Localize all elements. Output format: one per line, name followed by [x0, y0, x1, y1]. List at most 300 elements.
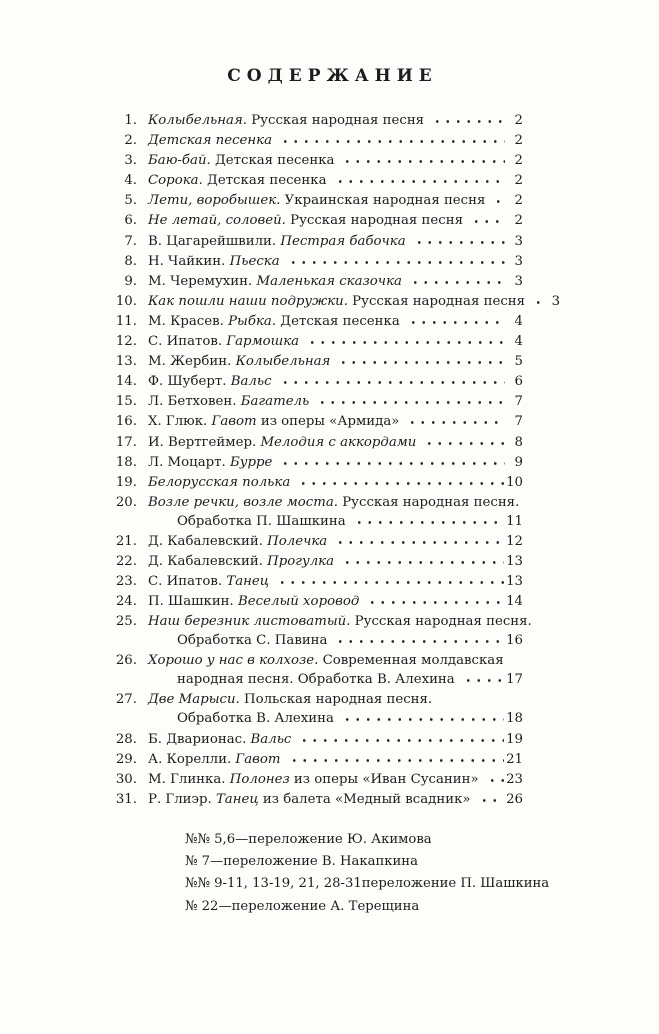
- entry-text-italic: Хорошо у нас в колхозе.: [148, 653, 319, 669]
- entry-text-regular: из оперы «Армида»: [256, 414, 400, 430]
- dot-leader: [304, 332, 505, 351]
- entry-text: [148, 750, 281, 769]
- page-number: 3: [514, 273, 523, 289]
- dot-leader: [335, 352, 505, 371]
- entry-lines: [148, 493, 523, 531]
- entry-title-line: [148, 372, 523, 391]
- entry-lines: [148, 292, 561, 311]
- page-number: 9: [514, 454, 523, 470]
- entry-text-regular: Х. Глюк.: [148, 414, 212, 430]
- entry-text-regular: Ф. Шуберт.: [148, 374, 231, 390]
- entry-lines: [148, 750, 523, 769]
- entry-text-regular: С. Ипатов.: [148, 574, 227, 590]
- entry-text-regular: Украинская народная песня: [280, 193, 486, 209]
- entry-number: 11.: [115, 313, 137, 329]
- entry-lines: [148, 191, 523, 210]
- entry-text-italic: Гавот: [235, 751, 281, 767]
- entry-number: 30.: [115, 771, 137, 787]
- page-number: 13: [506, 574, 523, 590]
- entry-text: [148, 612, 532, 631]
- page-number: 3: [514, 233, 523, 249]
- entry-title-line: [148, 770, 523, 789]
- toc-entry: [106, 352, 523, 371]
- entry-number: 19.: [115, 474, 137, 490]
- entry-text-italic: Две Марыси.: [148, 692, 240, 708]
- page-number: 19: [506, 731, 523, 747]
- entry-title-line: [148, 532, 523, 551]
- toc-entry: [106, 252, 523, 271]
- entry-number: 29.: [115, 751, 137, 767]
- entry-text-regular: Б. Дварионас.: [148, 731, 251, 747]
- dot-leader: [274, 572, 504, 591]
- entry-text-italic: Гармошка: [226, 334, 300, 350]
- entry-text: [148, 312, 400, 331]
- entry-lines: [148, 131, 523, 150]
- toc-entry: [106, 151, 523, 170]
- dot-leader: [404, 412, 505, 431]
- entry-title-line: [148, 473, 523, 492]
- arranger-footnotes: [185, 829, 549, 918]
- entry-title-line: [148, 131, 523, 150]
- entry-text: [148, 111, 424, 130]
- entry-text: [148, 332, 299, 351]
- dot-leader: [407, 272, 505, 291]
- entry-lines: [148, 790, 523, 809]
- entry-number: 5.: [124, 193, 137, 209]
- entry-text-regular: Обработка С. Павина: [177, 633, 328, 649]
- toc-entry: [106, 651, 523, 689]
- entry-number: 6.: [124, 213, 137, 229]
- entry-title-line: [148, 191, 523, 210]
- entry-text-italic: Вальс: [230, 374, 272, 390]
- page-number: 3: [551, 293, 561, 309]
- entry-lines: [148, 151, 523, 170]
- toc-entry: [106, 232, 523, 251]
- entry-title-line: [148, 292, 561, 311]
- footnote-line: № 22—переложение А. Терещина: [185, 898, 420, 914]
- entry-text-italic: Наш березник листоватый.: [148, 614, 351, 630]
- entry-number: 24.: [115, 594, 137, 610]
- entry-text-regular: Р. Глиэр.: [148, 791, 216, 807]
- entry-text-regular: Русская народная песня.: [338, 494, 520, 510]
- entry-text-regular: С. Ипатов.: [148, 334, 227, 350]
- entry-text-regular: М. Красев.: [148, 313, 229, 329]
- page-number: 26: [506, 791, 523, 807]
- entry-continuation-line: [148, 670, 523, 689]
- toc-entry: [106, 572, 523, 591]
- entry-text-regular: Л. Бетховен.: [148, 394, 241, 410]
- entry-text: [148, 292, 525, 311]
- entry-number: 31.: [115, 791, 137, 807]
- dot-leader: [339, 552, 504, 571]
- toc-entry: [106, 612, 532, 650]
- toc-entry: [106, 790, 523, 809]
- entry-text: [148, 572, 269, 591]
- entry-text-regular: М. Жербин.: [148, 354, 236, 370]
- entry-text-regular: народная песня. Обработка В. Алехина: [177, 672, 455, 688]
- entry-text-regular: А. Корелли.: [148, 751, 236, 767]
- entry-text-regular: М. Черемухин.: [148, 273, 257, 289]
- entry-text-regular: Обработка П. Шашкина: [177, 513, 346, 529]
- entry-number: 18.: [115, 454, 137, 470]
- entry-lines: [148, 730, 523, 749]
- toc-list: [106, 111, 561, 810]
- page-number: 4: [514, 334, 523, 350]
- toc-entry: [106, 592, 523, 611]
- entry-text-regular: Русская народная песня: [247, 113, 425, 128]
- dot-leader: [484, 770, 504, 789]
- entry-lines: [148, 532, 523, 551]
- entry-text: [148, 392, 309, 411]
- entry-text-italic: Белорусская полька: [148, 474, 291, 490]
- toc-entry: [106, 171, 523, 190]
- page-number: 2: [514, 193, 523, 209]
- entry-text-italic: Веселый хоровод: [238, 594, 360, 610]
- entry-title-line: [148, 592, 523, 611]
- entry-text-regular: Обработка В. Алехина: [177, 711, 334, 727]
- entry-text-italic: Прогулка: [267, 553, 335, 569]
- entry-lines: [148, 312, 523, 331]
- toc-entry: [106, 111, 523, 130]
- page-number: 23: [506, 771, 523, 787]
- page-number: 5: [514, 354, 523, 370]
- entry-text: [148, 171, 327, 190]
- page-number: 2: [514, 113, 523, 128]
- entry-text: [148, 433, 416, 452]
- entry-title-line: [148, 352, 523, 371]
- entry-text-italic: Колыбельная.: [148, 113, 247, 128]
- entry-text-italic: Возле речки, возле моста.: [148, 494, 338, 510]
- entry-title-line: [148, 111, 523, 130]
- toc-entry: [106, 690, 523, 728]
- dot-leader: [490, 191, 505, 210]
- toc-entry: [106, 473, 523, 492]
- toc-entry: [106, 552, 523, 571]
- entry-number: 2.: [124, 133, 137, 149]
- entry-text: [148, 352, 330, 371]
- toc-entry: [106, 211, 523, 230]
- entry-text-regular: Д. Кабалевский.: [148, 533, 268, 549]
- entry-lines: [148, 412, 523, 431]
- entry-text-italic: Сорока.: [148, 173, 203, 189]
- page-number: 7: [514, 414, 523, 430]
- dot-leader: [411, 232, 505, 251]
- dot-leader: [332, 171, 505, 190]
- entry-number: 9.: [124, 273, 137, 289]
- entry-number: 4.: [124, 173, 137, 189]
- entry-lines: [148, 690, 523, 728]
- entry-lines: [148, 552, 523, 571]
- dot-leader: [405, 312, 505, 331]
- entry-text-regular: Русская народная песня: [347, 293, 526, 309]
- dot-leader: [277, 372, 505, 391]
- entry-text-regular: Н. Чайкин.: [148, 253, 230, 269]
- toc-entry: [106, 191, 523, 210]
- page-number: 8: [514, 434, 523, 450]
- entry-lines: [148, 453, 523, 472]
- entry-title-line: [148, 453, 523, 472]
- entry-number: 22.: [115, 553, 137, 569]
- entry-text-italic: Как пошли наши подружки.: [148, 293, 348, 309]
- entry-continuation-line: [148, 512, 523, 531]
- dot-leader: [295, 473, 504, 492]
- entry-number: 25.: [115, 614, 137, 630]
- dot-leader: [285, 252, 505, 271]
- entry-text-italic: Пестрая бабочка: [280, 233, 406, 249]
- page-number: 2: [514, 173, 523, 189]
- entry-text-regular: из оперы «Иван Сусанин»: [289, 771, 479, 787]
- entry-text: [148, 770, 479, 789]
- entry-text-regular: Л. Моцарт.: [148, 454, 230, 470]
- entry-text-italic: Детская песенка: [148, 133, 273, 149]
- toc-entry: [106, 392, 523, 411]
- entry-number: 13.: [115, 354, 137, 370]
- entry-text: [148, 191, 485, 210]
- footnote-line: №№ 5,6—переложение Ю. Акимова: [185, 832, 432, 847]
- entry-text-regular: П. Шашкин.: [148, 594, 239, 610]
- entry-continuation-line: [148, 709, 523, 728]
- page-number: 13: [506, 553, 523, 569]
- page-number: 2: [514, 213, 523, 229]
- entry-lines: [148, 211, 523, 230]
- entry-title-line: [148, 312, 523, 331]
- page-number: 16: [506, 633, 523, 649]
- entry-number: 26.: [115, 653, 137, 669]
- entry-text: [177, 670, 455, 689]
- page-number: 2: [514, 153, 523, 169]
- dot-leader: [314, 392, 505, 411]
- entry-title-line: [148, 730, 523, 749]
- page-number: 17: [506, 672, 523, 688]
- entry-title-line: [148, 392, 523, 411]
- entry-text-italic: Вальс: [250, 731, 292, 747]
- entry-text-italic: Не летай, соловей.: [148, 213, 286, 229]
- entry-title-line: [148, 272, 523, 291]
- page-number: 6: [514, 374, 523, 390]
- page-number: 21: [506, 751, 523, 767]
- entry-number: 21.: [115, 533, 137, 549]
- entry-text: [148, 730, 291, 749]
- entry-title-line: [148, 252, 523, 271]
- page-number: 18: [506, 711, 523, 727]
- entry-text: [148, 412, 399, 431]
- entry-text: [148, 690, 432, 709]
- entry-number: 1.: [124, 113, 137, 128]
- entry-text-regular: И. Вертгеймер.: [148, 434, 261, 450]
- entry-text: [148, 151, 334, 170]
- entry-text-regular: Современная молдавская: [318, 653, 504, 669]
- dot-leader: [277, 453, 505, 472]
- entry-text: [177, 709, 334, 728]
- footnote-line: № 7—переложение В. Накапкина: [185, 854, 418, 870]
- toc-entry: [106, 433, 523, 452]
- entry-text: [148, 232, 406, 251]
- entry-title-line: [148, 690, 523, 709]
- entry-title-line: [148, 651, 523, 670]
- entry-text-regular: Детская песенка: [276, 313, 400, 329]
- toc-entry: [106, 453, 523, 472]
- entry-number: 23.: [115, 574, 137, 590]
- dot-leader: [339, 151, 505, 170]
- entry-text-italic: Танец: [215, 791, 259, 807]
- entry-text-regular: В. Цагарейшвили.: [148, 233, 281, 249]
- entry-lines: [148, 433, 523, 452]
- entry-text-italic: Маленькая сказочка: [256, 273, 402, 289]
- dot-leader: [277, 131, 505, 150]
- entry-number: 28.: [115, 731, 137, 747]
- toc-entry: [106, 770, 523, 789]
- entry-lines: [148, 473, 523, 492]
- entry-lines: [148, 171, 523, 190]
- entry-title-line: [148, 493, 523, 512]
- entry-text: [148, 272, 402, 291]
- entry-text-italic: Рыбка.: [228, 313, 277, 329]
- entry-title-line: [148, 171, 523, 190]
- entry-title-line: [148, 151, 523, 170]
- dot-leader: [339, 709, 504, 728]
- entry-text: [148, 473, 290, 492]
- entry-lines: [148, 352, 523, 371]
- toc-entry: [106, 412, 523, 431]
- entry-text-regular: Русская народная песня.: [350, 614, 532, 630]
- toc-entry: [106, 372, 523, 391]
- entry-lines: [148, 111, 523, 130]
- entry-title-line: [148, 211, 523, 230]
- entry-lines: [148, 592, 523, 611]
- entry-text: [177, 512, 346, 531]
- entry-text-italic: Пьеска: [229, 253, 280, 269]
- toc-entry: [106, 730, 523, 749]
- entry-lines: [148, 651, 523, 689]
- entry-title-line: [148, 332, 523, 351]
- entry-text: [148, 651, 504, 670]
- page-number: 7: [514, 394, 523, 410]
- dot-leader: [468, 211, 505, 230]
- entry-lines: [148, 332, 523, 351]
- toc-entry: [106, 493, 523, 531]
- entry-number: 20.: [115, 494, 137, 510]
- entry-number: 12.: [115, 334, 137, 350]
- entry-title-line: [148, 572, 523, 591]
- entry-title-line: [148, 433, 523, 452]
- entry-lines: [148, 392, 523, 411]
- toc-entry: [106, 312, 523, 331]
- entry-text-italic: Полечка: [267, 533, 328, 549]
- entry-title-line: [148, 552, 523, 571]
- page-number: 4: [514, 313, 523, 329]
- entry-lines: [148, 232, 523, 251]
- entry-text-italic: Бурре: [229, 454, 273, 470]
- page-title: СОДЕРЖАНИЕ: [227, 66, 438, 86]
- entry-text: [148, 211, 463, 230]
- entry-text-regular: Русская народная песня: [285, 213, 463, 229]
- entry-text: [148, 453, 272, 472]
- entry-title-line: [148, 750, 523, 769]
- entry-number: 17.: [115, 434, 137, 450]
- entry-text: [148, 552, 334, 571]
- dot-leader: [476, 790, 505, 809]
- toc-entry: [106, 750, 523, 769]
- entry-title-line: [148, 232, 523, 251]
- dot-leader: [332, 532, 504, 551]
- entry-text: [148, 592, 359, 611]
- entry-text-italic: Колыбельная: [235, 354, 331, 370]
- entry-text-italic: Полонез: [229, 771, 290, 787]
- entry-lines: [148, 770, 523, 789]
- entry-continuation-line: [148, 631, 523, 650]
- entry-text: [177, 631, 327, 650]
- entry-lines: [148, 612, 532, 650]
- entry-text: [148, 493, 519, 512]
- dot-leader: [351, 512, 504, 531]
- page-number: 14: [506, 594, 523, 610]
- entry-number: 10.: [115, 293, 137, 309]
- toc-entry: [106, 131, 523, 150]
- entry-number: 15.: [115, 394, 137, 410]
- entry-text-italic: Гавот: [211, 414, 257, 430]
- entry-text: [148, 790, 471, 809]
- entry-text-regular: Польская народная песня.: [239, 692, 433, 708]
- entry-text: [148, 532, 327, 551]
- entry-text-italic: Баю-бай.: [148, 153, 211, 169]
- entry-text: [148, 131, 272, 150]
- entry-number: 27.: [115, 692, 137, 708]
- dot-leader: [530, 292, 542, 311]
- footnote-line: №№ 9-11, 13-19, 21, 28-31переложение П. Шашкина: [185, 876, 550, 892]
- toc-entry: [106, 292, 561, 311]
- entry-text-italic: Багатель: [240, 394, 310, 410]
- entry-number: 16.: [115, 414, 137, 430]
- entry-text-regular: Д. Кабалевский.: [148, 553, 268, 569]
- entry-text-regular: из балета «Медный всадник»: [258, 791, 471, 807]
- entry-lines: [148, 572, 523, 591]
- entry-lines: [148, 372, 523, 391]
- entry-title-line: [148, 412, 523, 431]
- entry-text: [148, 372, 272, 391]
- entry-number: 14.: [115, 374, 137, 390]
- entry-text-italic: Танец: [226, 574, 270, 590]
- page-number: 3: [514, 253, 523, 269]
- entry-text-regular: Детская песенка: [202, 173, 327, 189]
- entry-lines: [148, 252, 523, 271]
- toc-entry: [106, 332, 523, 351]
- entry-text-italic: Мелодия с аккордами: [260, 434, 417, 450]
- dot-leader: [421, 433, 505, 452]
- dot-leader: [332, 631, 504, 650]
- dot-leader: [364, 592, 504, 611]
- entry-text: [148, 252, 280, 271]
- page-number: 10: [506, 474, 523, 490]
- page-number: 2: [514, 133, 523, 149]
- toc-entry: [106, 272, 523, 291]
- entry-number: 7.: [124, 233, 137, 249]
- entry-number: 8.: [124, 253, 137, 269]
- entry-title-line: [148, 612, 532, 631]
- entry-text-italic: Лети, воробышек.: [148, 193, 281, 209]
- dot-leader: [286, 750, 505, 769]
- entry-text-regular: М. Глинка.: [148, 771, 230, 787]
- page-number: 12: [506, 533, 523, 549]
- dot-leader: [460, 670, 504, 689]
- entry-text-regular: Детская песенка: [210, 153, 335, 169]
- entry-number: 3.: [124, 153, 137, 169]
- entry-title-line: [148, 790, 523, 809]
- page-number: 11: [506, 513, 523, 529]
- entry-lines: [148, 272, 523, 291]
- dot-leader: [429, 111, 505, 130]
- dot-leader: [296, 730, 504, 749]
- toc-entry: [106, 532, 523, 551]
